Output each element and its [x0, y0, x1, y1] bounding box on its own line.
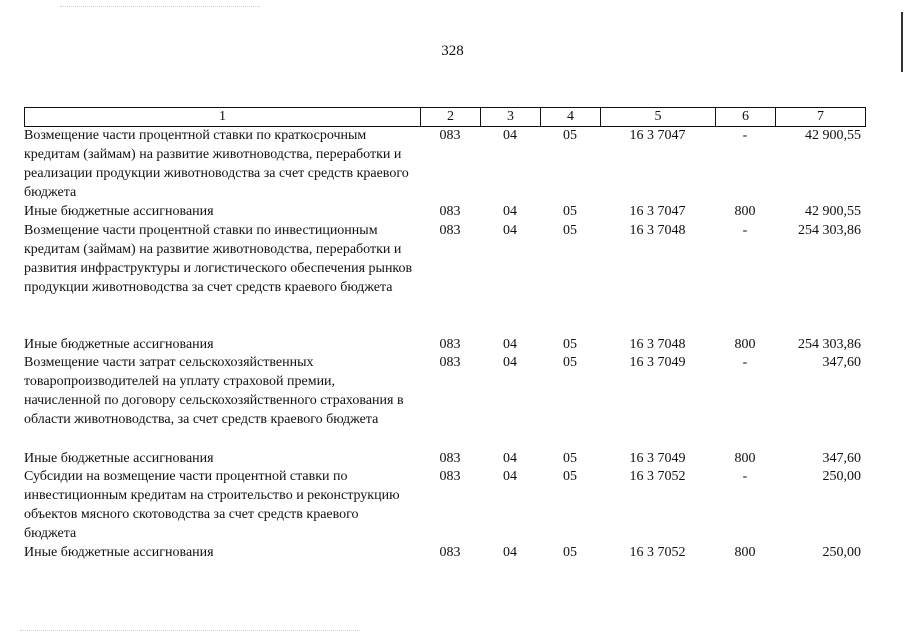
row-c2: 083: [439, 128, 461, 143]
row-name: Возмещение части процентной ставки по краткосрочным кредитам (займам) на развитие животноводства, переработки и реализации продукции животноводства за счет средств краевого бюджета: [24, 128, 409, 200]
header-col-2: 2: [421, 108, 481, 126]
row-c7: 254 303,86: [798, 337, 861, 352]
row-name: Иные бюджетные ассигнования: [24, 337, 214, 352]
row-c3: 04: [503, 337, 517, 352]
row-c2: 083: [439, 337, 461, 352]
table-row: [24, 221, 865, 297]
row-c5: 16 3 7047: [629, 128, 686, 143]
row-name: Иные бюджетные ассигнования: [24, 451, 214, 466]
scan-artifact-top: [60, 6, 260, 8]
header-col-4: 4: [541, 108, 601, 126]
row-c4: 05: [563, 128, 577, 143]
row-name: Иные бюджетные ассигнования: [24, 204, 214, 219]
header-col-3: 3: [481, 108, 541, 126]
header-col-7: 7: [776, 108, 866, 126]
row-c6: -: [742, 469, 748, 484]
row-c2: 083: [439, 204, 461, 219]
row-c3: 04: [503, 451, 517, 466]
row-c3: 04: [503, 128, 517, 143]
header-col-5: 5: [601, 108, 716, 126]
row-c2: 083: [439, 355, 461, 370]
row-c3: 04: [503, 204, 517, 219]
row-c6: 800: [734, 204, 756, 219]
row-c7: 42 900,55: [805, 204, 861, 219]
row-c7: 250,00: [822, 469, 861, 484]
row-c6: 800: [734, 545, 756, 560]
header-col-6: 6: [716, 108, 776, 126]
scan-artifact-bottom: [20, 630, 360, 632]
row-c4: 05: [563, 469, 577, 484]
row-c6: -: [742, 223, 748, 238]
table-row: [24, 335, 865, 354]
row-c2: 083: [439, 223, 461, 238]
row-name: Иные бюджетные ассигнования: [24, 545, 214, 560]
row-c2: 083: [439, 469, 461, 484]
row-c4: 05: [563, 545, 577, 560]
row-c5: 16 3 7047: [629, 204, 686, 219]
row-c2: 083: [439, 451, 461, 466]
row-c5: 16 3 7049: [629, 355, 686, 370]
row-c7: 42 900,55: [805, 128, 861, 143]
row-c4: 05: [563, 223, 577, 238]
table-row: [24, 543, 865, 562]
row-c7: 347,60: [822, 355, 861, 370]
table-row: [24, 202, 865, 221]
table-row: [24, 126, 865, 202]
row-c5: 16 3 7052: [629, 469, 686, 484]
table-header: [24, 107, 866, 127]
row-c6: 800: [734, 337, 756, 352]
row-c4: 05: [563, 451, 577, 466]
row-c7: 250,00: [822, 545, 861, 560]
row-c5: 16 3 7049: [629, 451, 686, 466]
row-c4: 05: [563, 337, 577, 352]
table-row: [24, 353, 865, 429]
table-row: [24, 449, 865, 468]
row-c5: 16 3 7052: [629, 545, 686, 560]
page-edge-mark: [901, 12, 903, 72]
row-c3: 04: [503, 545, 517, 560]
row-name: Возмещение части затрат сельскохозяйственных товаропроизводителей на уплату страховой премии, начисленной по договору сельскохозяйственного страхования в области животноводства, за счет средств краевого бюджета: [24, 355, 404, 427]
row-name: Субсидии на возмещение части процентной ставки по инвестиционным кредитам на строительство и реконструкцию объектов мясного скотоводства за счет средств краевого бюджета: [24, 469, 400, 541]
row-c6: -: [742, 355, 748, 370]
row-c5: 16 3 7048: [629, 337, 686, 352]
row-c4: 05: [563, 355, 577, 370]
row-c5: 16 3 7048: [629, 223, 686, 238]
header-col-1: 1: [25, 108, 421, 126]
row-c3: 04: [503, 355, 517, 370]
table-row: [24, 467, 865, 543]
row-c4: 05: [563, 204, 577, 219]
row-c6: 800: [734, 451, 756, 466]
row-c2: 083: [439, 545, 461, 560]
row-c7: 254 303,86: [798, 223, 861, 238]
row-c6: -: [742, 128, 748, 143]
page-number: 328: [441, 43, 464, 59]
row-c3: 04: [503, 223, 517, 238]
row-name: Возмещение части процентной ставки по инвестиционным кредитам (займам) на развитие животноводства, переработки и развития инфраструктуры и логистического обеспечения рынков продукции животноводства за счет средств краевого бюджета: [24, 223, 413, 295]
row-c3: 04: [503, 469, 517, 484]
row-c7: 347,60: [822, 451, 861, 466]
